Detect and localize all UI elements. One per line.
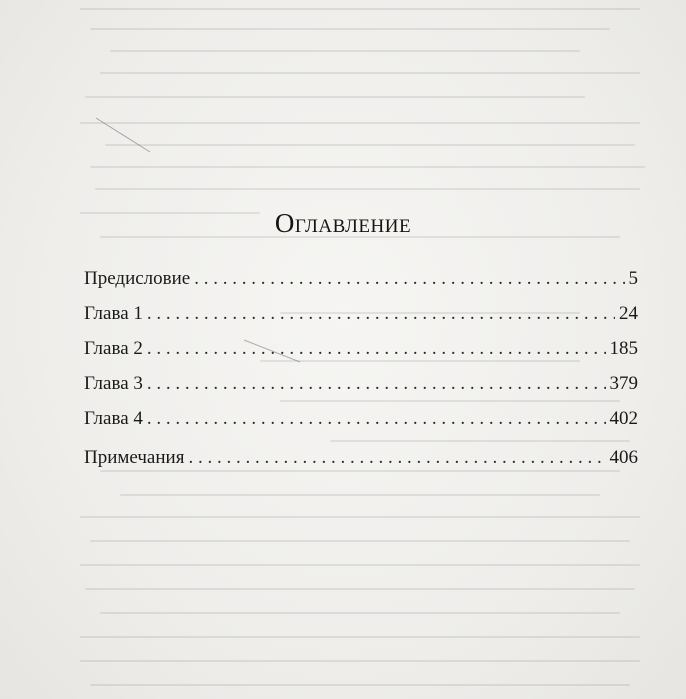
toc-dot-leader bbox=[147, 408, 606, 430]
toc-entry-page: 5 bbox=[628, 268, 638, 289]
toc-entry-chapter-3[interactable] bbox=[84, 373, 638, 408]
toc-entry-label: Глава 2 bbox=[84, 338, 143, 359]
toc-dot-leader bbox=[147, 338, 606, 360]
toc-title: Оглавление bbox=[274, 208, 412, 238]
toc-entry-preface[interactable] bbox=[84, 268, 638, 303]
toc-entry-page: 24 bbox=[619, 303, 638, 324]
toc-entry-label: Примечания bbox=[84, 447, 185, 468]
toc-entry-label: Глава 1 bbox=[84, 303, 143, 324]
toc-dot-leader bbox=[147, 303, 615, 325]
toc-entry-chapter-1[interactable] bbox=[84, 303, 638, 338]
toc-entry-page: 185 bbox=[609, 338, 638, 359]
toc-entry-page: 379 bbox=[609, 373, 638, 394]
toc-entry-chapter-4[interactable] bbox=[84, 408, 638, 443]
toc-dot-leader bbox=[147, 373, 606, 395]
toc-entry-chapter-2[interactable] bbox=[84, 338, 638, 373]
toc-dot-leader bbox=[194, 268, 624, 290]
toc-entry-page: 402 bbox=[609, 408, 638, 429]
toc-entry-label: Глава 3 bbox=[84, 373, 143, 394]
toc-dot-leader bbox=[188, 447, 605, 469]
table-of-contents bbox=[84, 268, 638, 482]
toc-entry-label: Предисловие bbox=[84, 268, 191, 289]
toc-entry-page: 406 bbox=[609, 447, 638, 468]
toc-entry-notes[interactable] bbox=[84, 447, 638, 482]
toc-entry-label: Глава 4 bbox=[84, 408, 143, 429]
